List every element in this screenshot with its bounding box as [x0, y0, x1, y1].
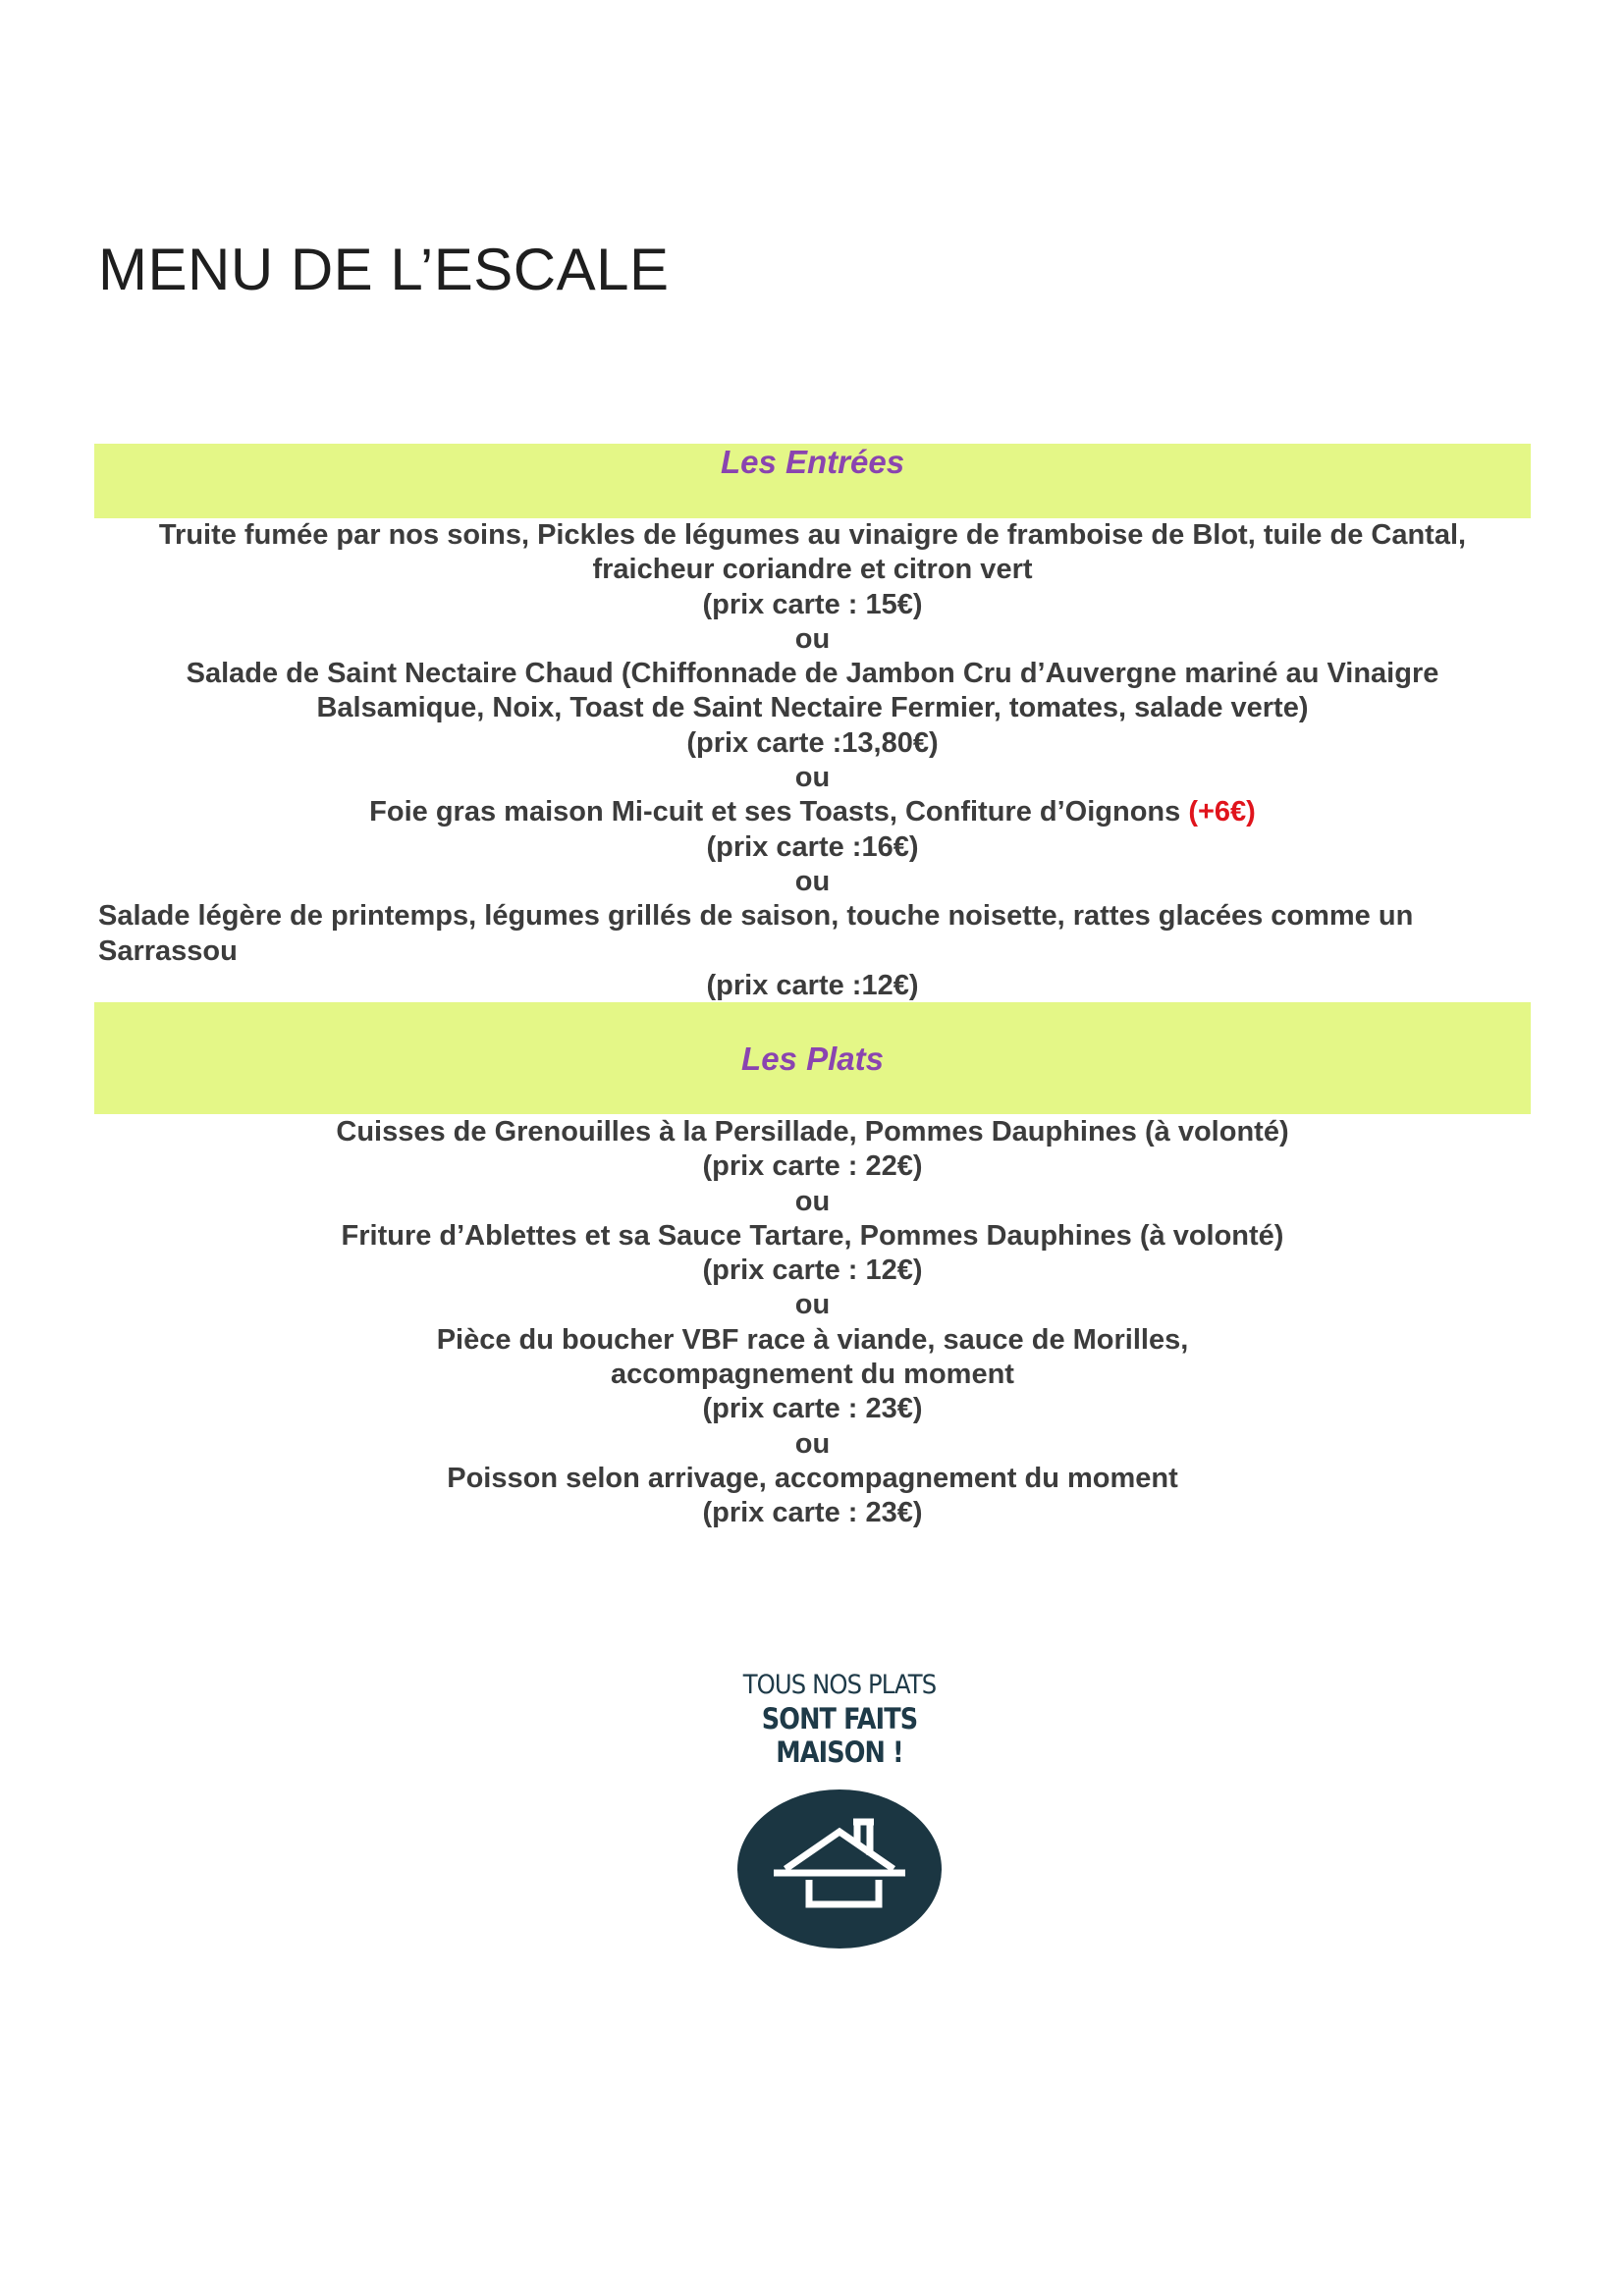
fait-maison-house-icon	[736, 1789, 943, 1949]
entree-line-text: Foie gras maison Mi-cuit et ses Toasts, Confiture d’Oignons	[369, 796, 1189, 828]
entree-line: fraicheur coriandre et citron vert	[592, 554, 1033, 586]
separator-ou: ou	[794, 1289, 831, 1321]
plat-line: Friture d’Ablettes et sa Sauce Tartare, Pommes Dauphines (à volonté)	[341, 1219, 1284, 1252]
entree-price: (prix carte : 15€)	[702, 588, 923, 620]
logo-line-2: SONT FAITS MAISON !	[761, 1702, 918, 1769]
page-title: MENU DE L’ESCALE	[98, 237, 670, 302]
plat-line: Poisson selon arrivage, accompagnement du moment	[447, 1462, 1178, 1494]
entree-price: (prix carte :13,80€)	[686, 726, 939, 759]
plat-price: (prix carte : 23€)	[702, 1393, 923, 1425]
entree-line: Salade de Saint Nectaire Chaud (Chiffonnade de Jambon Cru d’Auvergne mariné au Vinaigre	[186, 658, 1439, 690]
entree-line: Truite fumée par nos soins, Pickles de légumes au vinaigre de framboise de Blot, tuile de Cantal,	[158, 519, 1467, 551]
entree-line-foie-gras	[94, 795, 1531, 829]
supplement-badge: (+6€)	[1188, 796, 1256, 828]
separator-ou: ou	[794, 1185, 831, 1217]
plat-price: (prix carte : 23€)	[702, 1497, 923, 1529]
entree-price: (prix carte :12€)	[706, 969, 919, 1001]
fait-maison-logo	[687, 1669, 992, 1949]
section-title-entrees: Les Entrées	[720, 444, 905, 480]
entree-line: Balsamique, Noix, Toast de Saint Nectaire Fermier, tomates, salade verte)	[316, 692, 1309, 724]
entree-line: Sarrassou	[98, 934, 238, 967]
entree-price: (prix carte :16€)	[706, 830, 919, 863]
separator-ou: ou	[794, 1427, 831, 1460]
logo-line-1: TOUS NOS PLATS	[742, 1670, 937, 1700]
separator-ou: ou	[794, 865, 831, 897]
plat-price: (prix carte : 22€)	[702, 1150, 923, 1183]
separator-ou: ou	[794, 762, 831, 794]
plat-line: accompagnement du moment	[611, 1359, 1014, 1391]
separator-ou: ou	[794, 622, 831, 655]
plat-price: (prix carte : 12€)	[702, 1255, 923, 1287]
entree-line: Salade légère de printemps, légumes grillés de saison, touche noisette, rattes glacées comme un	[98, 900, 1414, 933]
plats-list	[94, 1115, 1531, 1531]
section-header-plats	[94, 1002, 1531, 1114]
plat-line: Cuisses de Grenouilles à la Persillade, Pommes Dauphines (à volonté)	[336, 1116, 1289, 1148]
entrees-list	[94, 518, 1531, 1003]
section-title-plats: Les Plats	[741, 1041, 884, 1077]
section-header-entrees	[94, 444, 1531, 518]
plat-line: Pièce du boucher VBF race à viande, sauce de Morilles,	[436, 1323, 1189, 1356]
